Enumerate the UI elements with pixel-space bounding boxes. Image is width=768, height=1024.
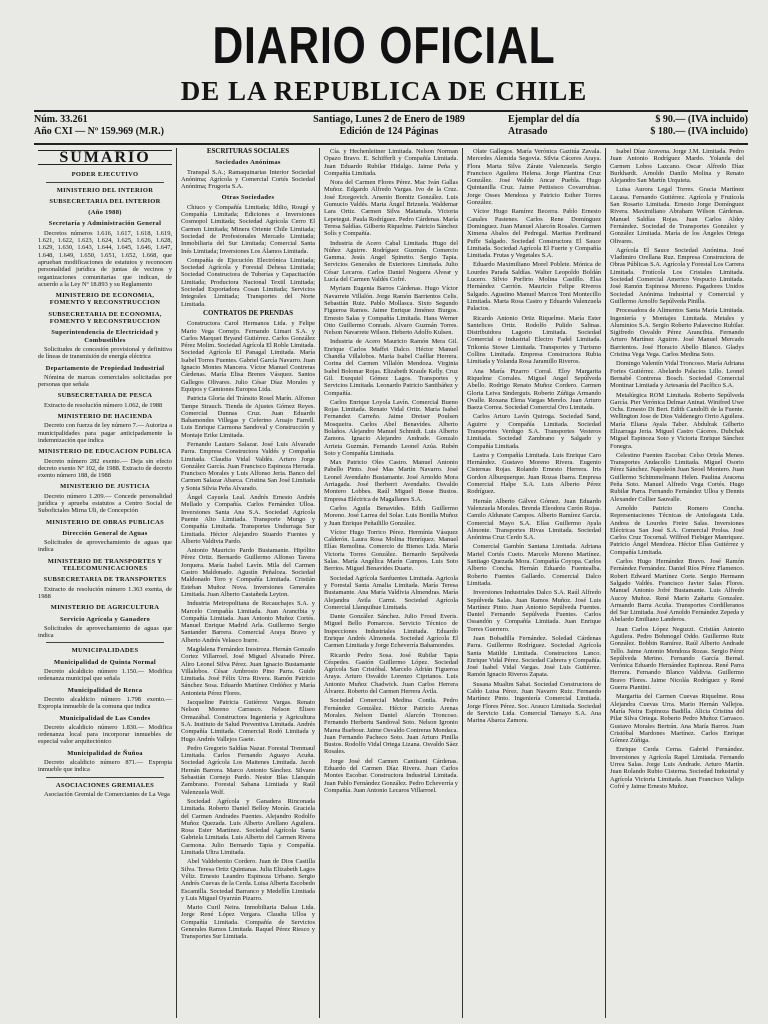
summary-entry: Extracto de resolución número 1.363 exenta, de 1988 [38, 585, 172, 600]
section-subheading: Servicio Agrícola y Ganadero [59, 615, 151, 623]
body-paragraph: Ricardo Antonio Ortiz Riquelme. María Ester Santelices Ortiz. Rodolfo Pulido Salinas. Distribuidora Lagorio Limitada. Sociedad Comercial e Industrial Electro Fadel Limitada. Trikonia Stowe Limitada. Transportes y Turismo Collins Limitada. Empresa Constructora Rubia Limitada y Yolanda Rosa Jaramillo Riveros. [467, 314, 601, 366]
body-paragraph: Pedro Gregorio Saldías Nazar. Forestal Trenmaul Limitada. Carlos Fernando Aguayo Acuña. Sociedad Agrícola Los Maitenes Limitada. Jacob Hernán Barrera. Marco Antonio Sánchez. Silvano Sebastián Cornejo Pardo. Nestor Blas Llanquín Zambrano. Forestal Sabana Limitada y Raúl Valenzuela Wolf. [181, 744, 315, 796]
body-paragraph: Antonio Mauricio Pardo Bustamante. Hipólito Pérez Ortiz. Bernardo Guillermo Alfonso Tavera Jorquera. María Isabel Lavín. Mila del Carmen Castro Maldonado. Agustín Peñaloza. Sociedad Maldonado Toro y Compañía Limitada. Cristián Esteban Muñoz Nova. Inversiones Generales Limitada. Juan Alberto Castañeda Leyton. [181, 547, 315, 598]
section-heading: MINISTERIO DEL INTERIOR [56, 186, 154, 194]
section-heading: MINISTERIO DE EDUCACION PUBLICA [38, 448, 172, 456]
body-paragraph: Víctor Hugo Torrico Pérez. Hermínia Vásquez Calderón. Laura Rosa Molina Henríquez. Manuel Elías Remolina. Comercio de Bienes Ltda. María Victoria Torres González. Bernardo Sepúlveda Salas. María Angélica Marín Campos. Luis Soto Berrios. Miguel Benavides Duarte. [324, 528, 458, 573]
summary-entry: Decreto alcaldicio número 1.798 exento.— Expropia inmueble de la comuna que indica [38, 695, 172, 711]
body-paragraph: Industria Metropolitana de Recauchajes S.A. y Marcelo Compañía Limitada. Juan Arancibia y Compañía Limitada. Juan Antonio Muñoz Cortés. Manuel Enrique Madrid Arla. Guillermo Sergio Santander Barrera. Comercial Araya Bravo y Alberto Andrés Velasco Irarre. [181, 600, 315, 644]
price-value-back: $ 180.— (IVA incluido) [650, 126, 748, 137]
summary-entry: Decreto número 282 exento.— Deja sin efecto decreto exento Nº 102, de 1988. Extracto de decreto exento número 188, de 1988 [38, 457, 172, 480]
issue-date-block [264, 114, 514, 138]
summary-entry: Decreto alcaldicio número 1.830.— Modifica ordenanza local para incorporar inmuebles de especial valor arquitectónico [38, 723, 172, 746]
body-paragraph: Ricardo Pedro Sosa. José Rubilar Tapia Céspedes. Gastón Guillermo López. Sociedad Agrícola San Cristóbal. Marcelo Adrián Figueroa Araya. Arturo Osvaldo Lorenzo Ciprianos. Luis Antonio Muñoz Chadwick. Juan Carlos Herrera Álvarez. Roberto del Carmen Herrera Ávila. [324, 651, 458, 696]
body-paragraph: Mario Curil Neira. Inmobiliaria Balsas Ltda. Jorge René López Vergara. Claudia Ulloa y Compañía Limitada. Compañía de Servicios Generales Ramos Limitada. Raquel Pérez Riesco y Transportes Sur Limitada. [181, 904, 315, 941]
section-subheading: Dirección General de Aguas [62, 529, 148, 537]
section-heading: PODER EJECUTIVO [71, 171, 139, 179]
body-paragraph: Jacqueline Patricia Gutiérrez Vargas. Renato Nelson Moreno Carrasco. Nelson Eliseo Ormazábal. Constructora Ingeniería y Agricultura S.A. Instituto de Salud Preventiva Limitada. Andrés Compañía Limitada. Comercial Rodó Limitada y Hugo Andrés Vallejos Gaete. [181, 699, 315, 743]
summary-entry: Extracto de resolución número 1.062, de 1988 [44, 401, 163, 409]
body-paragraph: Transpal S.A.; Ramaquinarias Interior Sociedad Anónima; Agrícola y Comercial Cortés Sociedad Anónima; Frugoria S.A. [181, 168, 315, 191]
issue-date: Santiago, Lunes 2 de Enero de 1989 [313, 114, 465, 125]
section-subheading: Municipalidad de Quinta Normal [54, 658, 156, 666]
section-subheading: Secretaría y Administración General [48, 220, 162, 228]
body-paragraph: Jorge José del Carmen Cantisani Cárdenas. Eduardo del Carmen Díaz Rivera. Juan Carlos Montes Escobar. Constructora Industrial Limitada. Juan Pablo Fernández González. Pedro Echeverría y Compañía. Juan Antonio Lecaros Villarroel. [324, 757, 458, 794]
body-paragraph: Comercial Gambín Santana Limitada. Adriana Mariel Cortés Cueto. Marcelo Moreno Martínez. Santiago Quezada Mora. Compañía Coyopa. Carlos Alberto Concha. Hernán Eduardo Fuentealba. Roberto Fuentes Gallardo. Comercial Dalco Limitada. [467, 543, 601, 587]
body-paragraph: Sociedad Agrícola Sanfuentes Limitada. Agricola y Forestal Santa Amalia Limitada. María Teresa Bustamante. Ana María Valdivia Almendras. María Alejandra Avila Carmi. Sociedad Agrícola Comercial Llanquihue Limitada. [324, 574, 458, 611]
body-paragraph: Cía. y Hechenleitner Limitada. Nelson Norman Opazo Bravo. E. Schifferli y Compañía Limitada. Juan Eduardo Rubilar Hidalgo. Jaime Peña y Compañía Limitada. [324, 148, 458, 177]
section-subheading: SUBSECRETARIA DEL INTERIOR [49, 197, 161, 205]
issue-edition: Edición de 124 Páginas [339, 126, 439, 137]
summary-entry: Solicitudes de aprovechamiento de aguas que indica [38, 624, 172, 640]
body-paragraph: Compañía de Ejecución Electrónica Limitada; Sociedad Agrícola y Forestal Dehesa Limitada; Sociedad Constructora de Tuberías y Capacitación Limitada; Productora Nacional Textil Limitada; Sociedad Exportadora Cosan Limitada; Servicios Integrales Limitada; Transportes del Norte Limitada. [181, 256, 315, 308]
issue-number: Núm. 33.261 [34, 114, 88, 125]
masthead [0, 18, 768, 106]
body-paragraph: Lastra y Compañía Limitada. Luis Enrique Caro Hernández. Gustavo Moreno Rivera. Eugenio Cisternas Rojas. Rolando Ernesto Herrera. Iris Gordon Alburquerque. Juan Rozas Ibarra. Empresa Comercial Halpe S.A. Luis Alberto Pérez Rodríguez. [467, 451, 601, 496]
section-subheading: Superintendencia de Electricidad y Combustibles [51, 329, 159, 344]
newspaper-title: DIARIO OFICIAL [212, 17, 556, 75]
body-paragraph: Dante González Sánchez. Julio Froud Everis. Miguel Bello Pomarcos. Servicio Técnico de Inspecciones Industriales Limitada. Eduardo Enrique Andrés Almoneda. Sociedad Agrícola El Carmen Limitada y Jorge Echeverría Bahamondes. [324, 613, 458, 650]
sumario-heading: SUMARIO [38, 150, 172, 165]
body-paragraph: Margarita del Carmen Cuevas Riquelme. Rosa Alejandra Cuevas Urra. Mario Hernán Vallejos. María Neira Espinoza Badilla. Alicia Cristina del Pilar Silva Ortega. Roberto Pedro Muñoz Carrasco. Gustavo Morales Bertrán. Ana María Barros. Juan Cristóbal Mardones Martínez. Carlos Enrique Gómez Zúñiga. [610, 693, 744, 745]
body-paragraph: Industria de Acero Mauricio Ramón Mera Gil. Enrique Carlos Maffei Dalco. Héctor Manuel Chandía Villalobos. María Isabel Cuéllar Herrera. Corina del Carmen Villalón Mendoza. Virginia Isabel Bolomar Rojas. Elizabeth Kraule Kelly. Cruz Gil. Exequiel Gómez Lagos. Transportes y Servicios Limitada. Leonardo Patricio Santibáñez y Compañía. [324, 338, 458, 397]
body-paragraph: Sociedad Comercial Medina Contla. Pedro Fernández González. Héctor Patricio Arenas Morales. Nelson Daniel Alarcón Troncoso. Fernando Herbertu Sandoval Soto. Nelson Igronio Marea Ibarbour. Jaime Osvaldo Contreras Mondaca. Juan Fernando Pacheco Soto. Juan Arturo Pinilla Bustos. Rodolfo Vidal Ortega Lizana. Osvaldo Sáez Rosales. [324, 697, 458, 756]
price-value-today: $ 90.— (IVA incluido) [655, 114, 748, 125]
body-paragraph: Chiuco y Compañía Limitada; Idilio, Rougé y Compañía Limitada; Ediciones e Inversiones Cosmopol Limitada; Sociedad Agrícola Cerro El Carmen Limitada; Minera Oriente Chile Limitada; Sociedad de Profesionales Mercado Limitada; Inmobiliaria del Sur Limitada; Comercial Santa Inés Limitada; Inversiones Los Álamos Limitada. [181, 203, 315, 255]
body-paragraph: Hernán Alberto Gálvez Gómez. Juan Eduardo Valenzuela Morales. Brenda Eleodora Cerón Rojas. Camilo Aldunate Campos. Alberto Ramírez García. Comercial Mayo S.A. Elías Guillermo Ayala Almonte. Transportes Rivas Limitada. Sociedad Anónima Cruz Cerdo S.A. [467, 497, 601, 542]
section-subheading: Municipalidad de Renca [67, 686, 143, 694]
body-paragraph: Ángel Cayuela Leal. Andrés Ernesto Andrés Mellado y Compañía. Carlos Fernández Ulloa. Inversiones Santa Ana S.A. Sociedad Agrícola Puente Alto Limitada. Transporte Mungo y Compañía Limitada. Transportes Undurraga Sur Limitada. Héctor Alejandro Stuardo Fuentes y Alberto Valdivia Pardo. [181, 494, 315, 545]
body-paragraph: Carlos Arturo Lavín Quiroga. Sociedad Sand, Aguirre y Compañía Limitada. Sociedad Transportes Verdugo S.A. Transportes Vesteros Limitada. Sociedad Zambrano y Salgado y Compañía Limitada. [467, 413, 601, 450]
body-paragraph: Agrícola El Sauce Sociedad Anónima. José Vladimiro Orellana Ruz. Empresa Constructora de Obras Públicas S.A. Agrícola y Forestal Los Carrera Limitada. Frutícola Los Cristales Limitada. Sociedad Comercial Americo Vespucio Limitada. José Ramón Espinosa Moreno. Pagadores Unidos Sociedad Anónima Industrial y Comercial y Guillermo Arnolfo Sepúlveda Pinilla. [610, 246, 744, 305]
price-row-back [508, 126, 748, 138]
body-paragraph: Olate Gallegos. María Verónica Gazitúa Zavala. Mercedes Alemida Segovia. Silvia Cáceres Araya. Flora Marta Silva Zárate Valenzuela. Sergio Francisco Aguilera Helena. Jorge Plantina Cruz González. José Waldo Ancar Puebla. Hugo Quintanilla Cruz. Jaime Pettisisco Covarrubias. Jorge Osses Mendoza y Patricio Esther Torres González. [467, 148, 601, 207]
body-paragraph: Juan Carlos López Neguzzi. Cristián Antonio Aguilera. Pedro Bohmogel Oddo. Guillermo Ruiz González. Bobbin Ramírez. Raúl Alberto Andrade Tello. Jaime Antonio Mendoza Rozas. Sergio Pérez Sepúlveda Merino. Fernando García Bernal. Verónica Eduardo Hernández Espinoza. René Parra Herrera. Fernando Blanco Valdivia. Guillermo Bravo Flores. Jaime Nicolás Rodríguez y René Guerra Piantini. [610, 625, 744, 692]
section-subheading: SUBSECRETARIA DE ECONOMIA, FOMENTO Y RECONSTRUCCION [48, 310, 162, 326]
body-paragraph: Max Patricio Oles Castro. Manuel Antonio Pabello Pinto. José Mas Martín Navarro. José Leonel Avendaño Bustamante. José Arnoldo Mora Arriagada. José Iberberri Avendaño. Osvaldo Montero Lobbes. Raúl Miguel Bosse Bustos. Empresa Eléctrica de Magallanes S.A. [324, 459, 458, 503]
body-paragraph: Víctor Hugo Ramírez Becerra. Pablo Ernesto Canales Pastenes. Carlos Rene Domínguez Dominguez. Juan Manuel Alarcón Rosales. Carmen Ximena Abalos del Pedregal. Maritas Ferdinand Puffe Salgado. Sociedad Constructora El Sauce Limitada. Sociedad Agrícola El Fuerte y Compañía Limitada. Frutas y Vegetales S.A. [467, 208, 601, 260]
body-paragraph: Patricia Gloria del Tránsito Rosel Marín. Alfonso Tampe Strauch. Tienda de Ajustes Gómez Reyes. Comercial Dunnas Cruz. Juan Eduardo Bahamondes Villegas y Ceferino Aruajo Farrell. Luis Enrique Carmona Sandoval y Construcción y Montaje Erike Limitada. [181, 395, 315, 439]
body-paragraph: Abel Valdebenito Cordero. Juan de Dios Castilla Silva. Teresa Ortiz Quintanas. Julia Elizabeth Lagos Véliz. Ernesto Leandro Espinoza Urbano. Sergio Andrés Cuevas de la Cerda. Luisa Alberta Escobedo Escamilla. Sociedad Barranco y Medellín Limitada y Luis Miguel Oyarzún Pizarro. [181, 858, 315, 902]
body-paragraph: Susana Mualim Sabat. Sociedad Constructora de Caldo Luisa Pérez. Juan Navarro Ruiz. Fernando Martínez Pinto. Ingeniería Comercial Limitada. Jorge Flores Pérez. Soc. Arauco Limitada. Sociedad de Servicio Ltda. Comercial Tamayo S.A. Ana Marina Abarca Zamora. [467, 680, 601, 725]
column-four [462, 148, 605, 1018]
body-paragraph: Juan Bobadilla Fernández. Soledad Cárdenas Parra. Guillermo Rodríguez. Sociedad Agrícola Santa Matilde Limitada. Constructora Lanco. Enrique Vidal Pérez. Sociedad Cabrera y Compañía. José Isabel Vidal Vargas. José Luis Gutiérrez. Ramón Ignacio Riveros Zapata. [467, 635, 602, 679]
body-paragraph: Metalúrgica ROM Limitada. Roberto Sepúlveda García. Pier Verónica Delmar Aninat. Winifred Uwe Ochs. Ernesto Di Bert. Edith Candolfi de la Fuente. Wellington Jose de Dios Valdenegro Orrio Aguilera. María Eliana Ayala Taber. Abdulrak Gilberto Elizarraga Jeria. Miguel Castro Cáceres. Dubchak Miguel Espinoza Soto y Victoria Enrique Sánchez Fonegra. [610, 391, 744, 450]
body-paragraph: Sociedad Agrícola y Ganadera Rinconada Limitada. Roberto Daniel Belloy Morán. Graciela del Carmen Andrades Fuentes. Alejandro Rodolfo Muñoz Quezada. Luis Alberto Arellano Aguilera. Rosa Ester Martínez. Sociedad Agrícola Santa Gabriela Limitada. Luis Alberto del Carmen Rivera Carmona. Julio Bernardo Tapia y Compañía. Limitada Ultra Limitada. [181, 797, 315, 857]
body-paragraph: Fernando Lautaro Salazar. José Luis Alvarado Parra. Empresa Constructora Valdés y Compañía Limitada. Claudia Vidal Valdés. Arturo Jorge González García. Juan Francisco Espinoza Herrada. Francisco Morales y Luis Alfonso Jeria. Banco del Carmen Salazar Abarca. Cristina San José Limitada y Sonia Silvia Peña Alvarado. [181, 440, 315, 492]
section-subheading: SUBSECRETARIA DE PESCA [57, 392, 153, 400]
body-paragraph: Constructora Carol Hermanos Ltda. y Felipe Mario Vega Cornejo. Fernando Limari S.A. y Carlos Marquet Bryand Gutiérrez. Carlos González Pérez Molim. Sociedad Agrícola El Roble Limitada. Sociedad Agrícola El Panagal Limitada. María Isabel Torres Fuentes. Gabriel García Navarro. Juan Ignacio Montes Mancera. Víctor Manuel Contreras Cárdenas. María Elisa Brenes Vásquez. Santos Gallegos Olivares. Julio César Díaz Morales y Equipos y Camiones Europea Ltda. [181, 320, 315, 393]
section-heading: MINISTERIO DE AGRICULTURA [50, 604, 160, 612]
section-subheading: SUBSECRETARIA DE TRANSPORTES [43, 576, 167, 584]
section-subheading: Municipalidad de Ñuñoa [67, 749, 143, 757]
body-paragraph: Enrique Cerda Cerna. Gabriel Fernández. Inversiones y Agrícola Rapel Limitada. Fernando Urrea Salas. Jorge Luis Andrade. Arturo Martín. Juan Rolando Rubio Cisterna. Sociedad Industrial y Agrícola Victoria Limitada. Juan Francisco Vallejo Cofré y Jaime Ernesto Muñoz. [610, 746, 744, 790]
section-heading: MUNICIPALIDADES [71, 647, 139, 655]
section-subheading: Sociedades Anónimas [215, 159, 281, 167]
summary-entry: Decreto con fuerza de ley número 7.— Autoriza a municipalidades para pagar anticipadamente la indemnización que indica [38, 422, 172, 444]
price-block [508, 114, 748, 138]
summary-entry: Solicitudes de concesión provisional y definitiva de líneas de transmisión de energía eléctrica [38, 345, 172, 361]
price-label-today: Ejemplar del día [508, 114, 580, 125]
body-paragraph: Inversiones Industriales Dalco S.A. Raúl Alfredo Sepúlveda Salas. Juan Ramos Muñoz. José Luis Martínez Pinto. Juan Antonio Sepúlveda Fuentes. Daniel Fernando Sepúlveda Fuentes. Carlos Ossandón y Compañía Limitada. Juan Enrique Torres Guerrero. [467, 589, 601, 633]
summary-entry: Decretos números 1.616, 1.617, 1.618, 1.619, 1.621, 1.622, 1.623, 1.624, 1.625, 1.626, 1.628, 1.629, 1.630, 1.643, 1.644, 1.645, 1.646, 1.647, 1.648, 1.649, 1.650, 1.651, 1.652, 1.668, que aprueban modificaciones de estatutos y reconocen personalidad jurídica de juntas de vecinos y organizaciones comunitarias que indican, de acuerdo a la Ley Nº 18.893 y su Reglamento [38, 229, 172, 288]
price-label-back: Atrasado [508, 126, 548, 137]
divider [46, 642, 164, 643]
section-subheading: Otras Sociedades [221, 194, 275, 202]
issue-info-bar [34, 114, 748, 140]
body-paragraph: Procesadora de Alimentos Santa María Limitada. Ingeniería y Montajes Limitada. Metales y Aluminios S.A. Sergio Roberto Palavecino Rubilar. Sigifredo Osvaldo Pérez Arancibia. Fernando Arturo Martínez Aguirre. José Manuel Mercado Barrientos. José Horacio Abello Blanco. Gladys Cristina Vega Vega. Carlos Medina Soto. [610, 307, 744, 359]
body-paragraph: Celestino Fuentes Escobar. Celso Ortola Menes. Transportes Andacollo Limitada. Miguel Osorio Pérez Sánchez. Napoleón Juan Seoel Montero. Juan Guillermo Schimmelmann Helen. Paulina Aracena Peña Soto. Manuel Alfredo Vega Cortés. Hugo Rubilar Parra. Fernando Fernández Ulloa y Dennis Alexander Collier Sauvalle. [610, 451, 744, 503]
column-escrituras [176, 148, 319, 1018]
section-heading: ASOCIACIONES GREMIALES [55, 781, 155, 789]
body-paragraph: Carlos Aguila Benavides. Edith Guillermo Moreno. José Larrea del Solar. Luis Bonilla Muñoz y Juan Enrique Peñailillo González. [324, 504, 458, 527]
section-heading: MINISTERIO DE TRANSPORTES Y TELECOMUNICACIONES [47, 557, 163, 573]
issue-year: Año CXI — Nº 159.969 (M.R.) [34, 126, 164, 137]
section-year: (Año 1988) [88, 209, 122, 217]
body-paragraph: Nora del Carmen Flores Pérez. Mac Iván Gallas Muñoz. Edgardo Alfredo Vargas. Ivo de la Cruz. José Ercegovich. Arsenio Bomitz González. Luis Gumucio Valdés. Marta Ángel Brizuela. Waldemar Lara Ortiz. Carmen Silva Matamala. Victoria Lepetegui. Paula Rodríguez. Pedro Cárdenas. María Teresa Saldías. Gilberto Riquelme. Patricio Sánchez Solís y Compañía. [324, 179, 458, 238]
summary-entry: Decreto alcaldicio número 871.— Expropia inmueble que indica [38, 759, 172, 774]
column-three [319, 148, 462, 1018]
divider [46, 182, 164, 183]
section-heading: MINISTERIO DE JUSTICIA [60, 483, 150, 491]
price-row-today [508, 114, 748, 126]
newspaper-subtitle: DE LA REPUBLICA DE CHILE [180, 76, 588, 106]
column-five [605, 148, 748, 1018]
section-subheading: Departamento de Propiedad Industrial [45, 364, 165, 372]
columns [34, 148, 748, 1018]
info-rule [34, 143, 748, 145]
body-paragraph: Eduardo Maximiliano Morel Poblete. Mónica de Lourdes Parada Saldías. Walter Leopoldo Boldán Lucero. Silvio Porfirio Molina Castillo. Elsa Hernández Carrión. Mauricio Felipe Riveros Salgado. Agustino Manuel Marcos Toni Montecillo Limitada. Marta Rosa Castro y Eduardo Valenzuela Palacios. [467, 261, 601, 313]
body-paragraph: Carlos Enrique Loyola Lavín. Comercial Bueno Rojas Limitada. Renato Vidal Ortiz. María Isabel Fernandez Carreño. Jaime Dreiser Poulsen Mosqueira. Carlos Abel Benavides. Alberto Bolaños. Alejandro Manuel Schmidt. Luis Alberto Zamora. Ignacio Alejandro Andrade. Gonzalo Arrieta Guzmán. Fernando Leonel Azúa. Rubén Soto y Compañía Limitada. [324, 398, 458, 457]
summary-entry: Decreto alcaldicio número 1.150.— Modifica ordenanza municipal que señala [38, 668, 172, 683]
section-heading: MINISTERIO DE ECONOMIA, FOMENTO Y RECONSTRUCCION [49, 292, 161, 307]
divider [46, 777, 164, 778]
body-paragraph: Luisa Aurora Legal Torres. Gracia Martínez Lacasa. Fernando Gutiérrez. Agrícola y Frutícola San Rosario Limitada. Ernesto Jorge Domínguez Rivera. Maximiliano Abraham Wilson Cárdenas. Manuel Saldías Rojas. Juan Carlos Aldey Fernández. Sociedad de Transportes González y González Limitada. María de los Ángeles Ortega Olivares. [610, 186, 744, 245]
summary-entry: Nómina de marcas comerciales solicitadas por personas que señala [38, 373, 172, 389]
body-paragraph: Isabel Díaz Aravena. Jorge J.M. Limitada. Pedro Juan Antonio Rodríguez Mardo. Yolanda del Carmen Lobos Lazcano. Oscar Alfredo Díaz Burkhardt. Arnoldo Danilo Molina y Renato Alejandro San Martín Urquieta. [610, 148, 744, 185]
summary-entry: Decreto número 1.209.— Concede personalidad jurídica y aprueba estatutos a Centro Social de Suboficiales Mirna Uli, de Concepción [38, 492, 172, 515]
section-heading: MINISTERIO DE HACIENDA [57, 413, 153, 421]
column-heading: CONTRATOS DE PRENDAS [203, 308, 293, 317]
body-paragraph: Carlos Hugo Hernández Bravo. José Ramón Fernández Fernández. Daniel Ríos Pérez Flamenco. Robert Edward Martínez Corte. Sergio Hermann Salgado Valdés. Francisco Javier Salas Flores. Manuel Antonio Jofré Bustamante. Luis Alfredo Aucoy Muñoz. René Mario Zañartu Gonzalez. Armando Barra Acuña. Transportes Cordilleranos del Sur Limitada. José Arnoldo Fernández Zepeda y Abelardo Emiliano Landeros. [610, 558, 744, 624]
body-paragraph: Domingo Valentín Vidal Troncoso. María Adriana Fortes Gutiérrez. Abelardo Palacios Lillo. Leonel Bernabé Contreras Bosch. Sociedad Comercial Montinar Limitada y Artesanía del Pacífico S.A. [610, 360, 744, 390]
summary-entry: Asociación Gremial de Comerciantes de La Vega [44, 790, 170, 798]
section-heading: MINISTERIO DE OBRAS PUBLICAS [45, 518, 165, 526]
section-subheading: Municipalidad de Las Condes [59, 714, 151, 722]
body-paragraph: Ana María Pizarro Corral. Eloy Margarita Riquelme Corrales. Miguel Angel Sepúlveda Abello. Rodrigo Renato Muñoz Cordero. Carmen Gloria Leiva Sinderguis. Roberto Zúñiga Armando Ovalle. Roxana Elena Vargas Merelo. Juan Arturo Baeza Correa. Sociedad Comercial Oro Limitada. [467, 367, 601, 412]
body-paragraph: Magdalena Fernández Inostroza. Hernán Gonzalo Cortez Villarroel. José Miguel Alvarado Pérez. Aliro Leonel Silva Pérez. Juan Ignacio Bustamante Villalobos. César Ambrosio Pino Parra. Guido Limitada. José Félix Urra Rivera. Ramón Patricio Sánchez Sosa. Eduardo Martínez Ordóñez y María Antonieta Pérez Flores. [181, 646, 315, 697]
top-rule [34, 110, 748, 112]
issue-number-block [34, 114, 164, 138]
summary-entry: Solicitudes de aprovechamiento de aguas que indica [38, 539, 172, 554]
body-paragraph: Arnoldo Patricio Romero Concha. Representaciones Técnicas de Antofagasta Ltda. Andrea de Lourdes Freire Salas. Inversiones Eléctricas San José S.A. Comercial Prolsa. José Carlos Cruz Tocornal. Wilfred Fiebiger Manriquez. Patricio Ángel Mendoza. Héctor Elías Gutiérrez y Compañía Limitada. [610, 504, 744, 556]
column-heading: ESCRITURAS SOCIALES [206, 148, 290, 155]
body-paragraph: Myriam Eugenia Barros Cárdenas. Hugo Víctor Navarrete Villalón. Jorge Ramón Barrientos Celis. Sebastián Ruiz. Pablo Mollasca. Sixto Segundo Figueroa Ramos. Jaime Enrique Jiménez Burgos. Ernesto Salas y Compañía Limitada. Hans Werner Otto Guillermo Conrads. Alvaro Guzmán Torres. Nelson Navarrete Wilson. Heberto Adolfo Kulsen. [324, 285, 458, 337]
column-sumario [34, 148, 176, 1018]
body-paragraph: Industria de Acero Cabal Limitada. Hugo del Núñez Aguirre. Rodríguez Guzmán. Comercio Gamma. Jesús Angel Spinetto. Sergio Tapia. Servicios Generales de Exteriores Limitada. Julio César Lecaros. Carlos Daniel Noguera Alvear y Lucía del Carmen Valdés Cofré. [324, 239, 458, 284]
